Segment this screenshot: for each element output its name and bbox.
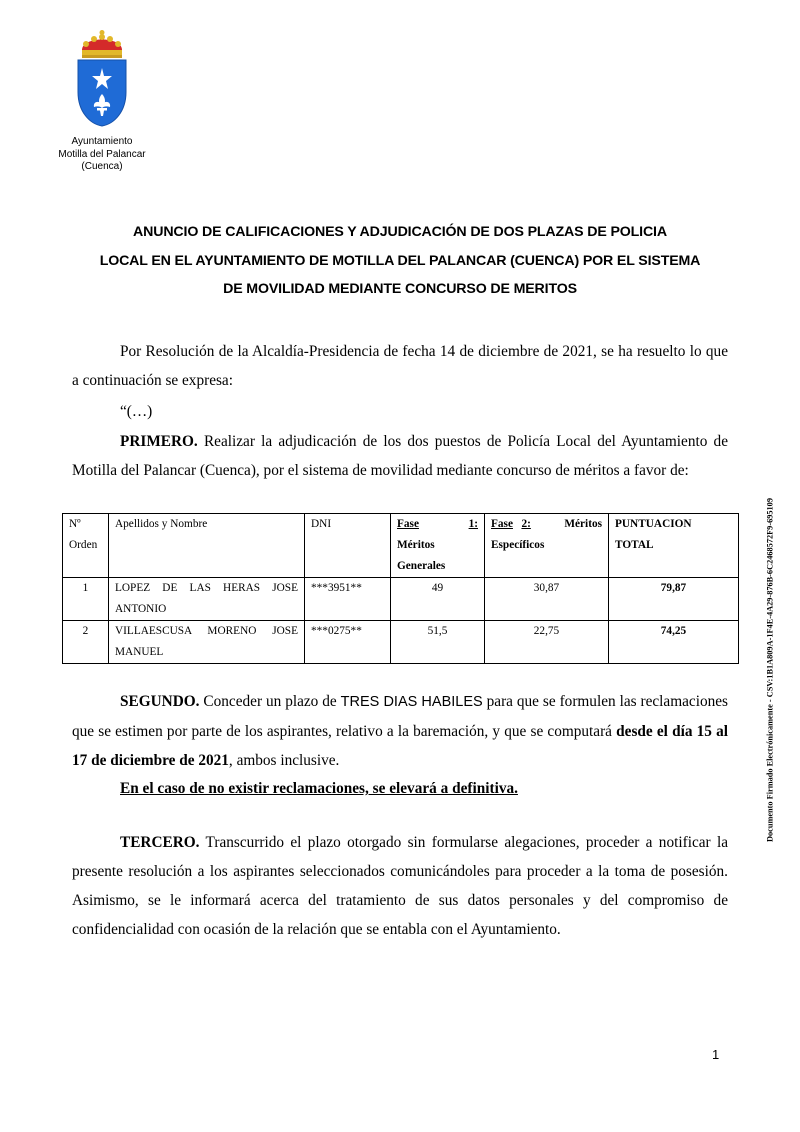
shield-icon	[78, 60, 126, 126]
fase1-desc: Méritos Generales	[397, 539, 446, 572]
document-title	[60, 218, 740, 304]
tercero-label: TERCERO.	[120, 834, 200, 851]
table-header-row	[63, 514, 739, 578]
segundo-text-a: Conceder un plazo de	[203, 693, 337, 710]
page-number: 1	[712, 1047, 720, 1062]
coat-of-arms-logo	[66, 30, 138, 128]
signature-stamp-text: Documento Firmado Electrónicamente - CSV:1B1A809A-1F4E-4A29-876B-6C2468572F9-695109	[765, 498, 775, 842]
segundo-emph: TRES DIAS HABILES	[340, 694, 483, 710]
cell-fase1: 49	[391, 578, 485, 621]
title-line: ANUNCIO DE CALIFICACIONES Y ADJUDICACIÓN DE DOS PLAZAS DE POLICIA	[133, 224, 667, 240]
cell-fase2: 30,87	[485, 578, 609, 621]
intro-paragraph	[72, 337, 728, 395]
primero-label: PRIMERO.	[120, 433, 198, 450]
cell-fase1: 51,5	[391, 621, 485, 664]
fase2-label: Fase	[491, 518, 513, 530]
title-line: DE MOVILIDAD MEDIANTE CONCURSO DE MERITOS	[223, 281, 577, 297]
header-fase1	[391, 514, 485, 578]
results-table	[62, 513, 739, 664]
segundo-paragraph	[72, 687, 728, 775]
tercero-text: Transcurrido el plazo otorgado sin formularse alegaciones, proceder a notificar la presente resolución a los aspirantes seleccionados comunicándoles para proceder a la toma de posesión. Asimismo, se le informará acerca del tratamiento de sus datos personales y del compromiso de confidencialidad con ocasión de la relación que se entabla con el Ayuntamiento.	[72, 834, 728, 938]
org-line: Ayuntamiento	[71, 136, 133, 147]
quote-ellipsis: “(…)	[120, 403, 153, 420]
primero-text: Realizar la adjudicación de los dos puestos de Policía Local del Ayuntamiento de Motilla del Palancar (Cuenca), por el sistema de movilidad mediante concurso de méritos a favor de:	[72, 433, 728, 479]
fase2-number: 2:	[521, 518, 531, 530]
header-dni: DNI	[305, 514, 391, 578]
segundo-text-b: para que se formulen las reclamaciones que se estimen por parte de los aspirantes, relativo a la baremación, y que se computará	[72, 693, 728, 740]
segundo-label: SEGUNDO.	[120, 693, 200, 710]
electronic-signature-stamp	[764, 470, 776, 870]
cell-total: 74,25	[609, 621, 739, 664]
fase2-desc-a: Méritos	[564, 518, 602, 530]
cell-fase2: 22,75	[485, 621, 609, 664]
table-row	[63, 621, 739, 664]
cell-num: 2	[63, 621, 109, 664]
org-line: Motilla del Palancar	[58, 148, 146, 160]
organization-name	[40, 136, 164, 174]
segundo-dates: desde el día 15 al 17 de diciembre de 2021	[72, 723, 729, 769]
fase2-desc-b: Específicos	[491, 539, 545, 551]
cell-num: 1	[63, 578, 109, 621]
cell-dni: ***0275**	[305, 621, 391, 664]
header-total: PUNTUACION TOTAL	[609, 514, 739, 578]
segundo-note: En el caso de no existir reclamaciones, se elevará a definitiva.	[120, 780, 518, 797]
header-num: Nº Orden	[63, 514, 109, 578]
table-row	[63, 578, 739, 621]
title-line: LOCAL EN EL AYUNTAMIENTO DE MOTILLA DEL PALANCAR (CUENCA) POR EL SISTEMA	[99, 252, 701, 269]
cell-dni: ***3951**	[305, 578, 391, 621]
segundo-text-c: , ambos inclusive.	[228, 752, 340, 769]
fase1-label: Fase	[397, 518, 419, 530]
crown-icon	[82, 30, 122, 58]
tercero-paragraph	[72, 828, 728, 944]
org-line: (Cuenca)	[81, 161, 123, 172]
fase1-number: 1:	[468, 518, 478, 530]
header-fase2	[485, 514, 609, 578]
intro-text: Por Resolución de la Alcaldía-Presidencia de fecha 14 de diciembre de 2021, se ha resuelto lo que a continuación se expresa:	[72, 343, 728, 389]
cell-name: VILLAESCUSA MORENO JOSE MANUEL	[109, 621, 305, 664]
cell-name: LOPEZ DE LAS HERAS JOSE ANTONIO	[109, 578, 305, 621]
header-name: Apellidos y Nombre	[109, 514, 305, 578]
primero-paragraph	[72, 427, 728, 485]
cell-total: 79,87	[609, 578, 739, 621]
